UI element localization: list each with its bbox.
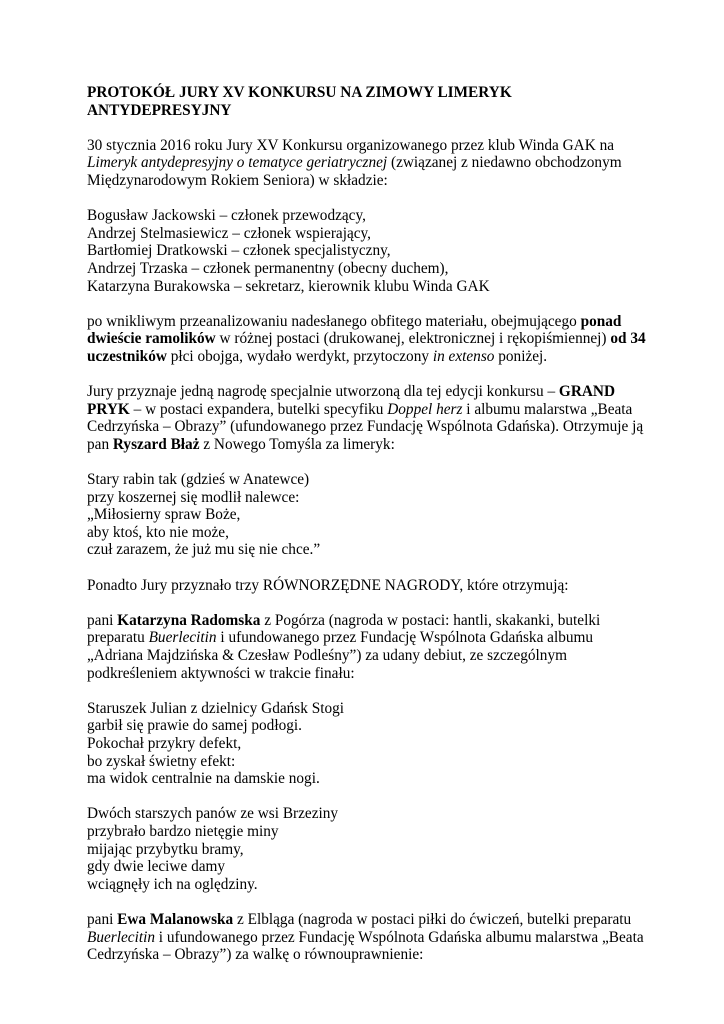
- poem-line: Staruszek Julian z dzielnicy Gdańsk Stogi: [87, 699, 345, 717]
- malanowska-paragraph: [87, 911, 647, 964]
- jury-members-list: [87, 207, 647, 295]
- grand-winner-name: Ryszard Błaż: [112, 435, 200, 453]
- analysis-text-4: poniżej.: [494, 347, 548, 365]
- jury-member: Bogusław Jackowski – członek przewodzący,: [87, 207, 366, 225]
- limerick-2: [87, 700, 647, 788]
- analysis-text-3: płci obojga, wydało werdykt, przytoczony: [166, 347, 433, 365]
- analysis-text-2: w różnej postaci (drukowanej, elektronicznej i rękopiśmiennej): [215, 330, 611, 348]
- radomska-text-2: z Pogórza (nagroda w postaci: hantli, skakanki, butelki preparatu: [87, 611, 601, 647]
- poem-line: Dwóch starszych panów ze wsi Brzeziny: [87, 805, 339, 823]
- radomska-product-name: Buerlecitin: [148, 629, 217, 647]
- jury-member: Bartłomiej Dratkowski – członek specjalistyczny,: [87, 242, 391, 260]
- radomska-paragraph: [87, 612, 647, 682]
- grand-prize-paragraph: [87, 383, 647, 453]
- poem-line: aby ktoś, kto nie może,: [87, 523, 229, 541]
- malanowska-text-3: i ufundowanego przez Fundację Wspólnota Gdańska albumu malarstwa „Beata Cedrzyńska – Obrazy”) za walkę o równouprawnienie:: [87, 928, 644, 964]
- poem-line: garbił się prawie do samej podłogi.: [87, 717, 302, 735]
- grand-prize-name: GRAND PRYK: [87, 383, 616, 418]
- malanowska-text-2: z Elbląga (nagroda w postaci piłki do ćwiczeń, butelki preparatu: [233, 910, 632, 928]
- poem-line: Stary rabin tak (gdzieś w Anatewce): [87, 471, 310, 489]
- intro-text-1: 30 stycznia 2016 roku Jury XV Konkursu organizowanego przez klub Winda GAK na: [87, 136, 615, 154]
- poem-line: gdy dwie leciwe damy: [87, 858, 226, 876]
- grand-text-3: i albumu malarstwa „Beata Cedrzyńska – Obrazy” (ufundowanego przez Fundację Wspólnota Gdańska). Otrzymuje ją pan: [87, 400, 644, 453]
- poem-line: mijając przybytku bramy,: [87, 840, 244, 858]
- limerick-1: [87, 471, 647, 559]
- analysis-participants-count: od 34 uczestników: [87, 330, 646, 365]
- intro-paragraph: [87, 137, 647, 190]
- poem-line: bo zyskał świetny efekt:: [87, 752, 236, 770]
- analysis-entries-count: ponad dwieście ramolików: [87, 312, 622, 348]
- poem-line: wciągnęły ich na oględziny.: [87, 875, 258, 893]
- malanowska-product-name: Buerlecitin: [87, 928, 155, 946]
- intro-contest-name: Limeryk antydepresyjny o tematyce geriatrycznej: [87, 154, 388, 172]
- poem-line: czuł zarazem, że już mu się nie chce.”: [87, 541, 321, 559]
- grand-text-4: z Nowego Tomyśla za limeryk:: [199, 435, 395, 453]
- jury-member: Katarzyna Burakowska – sekretarz, kierownik klubu Winda GAK: [87, 277, 490, 295]
- document-page: [87, 84, 647, 981]
- document-title: PROTOKÓŁ JURY XV KONKURSU NA ZIMOWY LIMERYK ANTYDEPRESYJNY: [87, 84, 512, 119]
- poem-line: przy koszernej się modlił nalewce:: [87, 488, 300, 506]
- grand-product-name: Doppel herz: [387, 400, 463, 418]
- radomska-text-3: i ufundowanego przez Fundację Wspólnota Gdańska albumu „Adriana Majdzińska & Czesław Podleśny”) za udany debiut, ze szczególnym podkreśleniem aktywności w trakcie finału:: [87, 629, 594, 682]
- intro-text-2: (związanej z niedawno obchodzonym Międzynarodowym Rokiem Seniora) w składzie:: [87, 154, 622, 189]
- poem-line: Pokochał przykry defekt,: [87, 734, 242, 752]
- poem-line: „Miłosierny spraw Boże,: [87, 506, 241, 524]
- radomska-text-1: pani: [87, 611, 118, 629]
- poem-line: ma widok centralnie na damskie nogi.: [87, 770, 320, 788]
- analysis-paragraph: [87, 313, 647, 366]
- radomska-winner-name: Katarzyna Radomska: [117, 611, 261, 629]
- poem-line: przybrało bardzo nietęgie miny: [87, 822, 279, 840]
- jury-member: Andrzej Stelmasiewicz – członek wspierający,: [87, 224, 372, 242]
- analysis-in-extenso: in extenso: [432, 347, 495, 365]
- grand-text-1: Jury przyznaje jedną nagrodę specjalnie utworzoną dla tej edycji konkursu –: [87, 383, 559, 401]
- equal-awards-paragraph: Ponadto Jury przyznało trzy RÓWNORZĘDNE NAGRODY, które otrzymują:: [87, 576, 569, 594]
- jury-member: Andrzej Trzaska – członek permanentny (obecny duchem),: [87, 259, 449, 277]
- limerick-3: [87, 805, 647, 893]
- malanowska-winner-name: Ewa Malanowska: [117, 910, 234, 928]
- malanowska-text-1: pani: [87, 910, 118, 928]
- grand-text-2: – w postaci expandera, butelki specyfiku: [129, 400, 388, 418]
- analysis-text-1: po wnikliwym przeanalizowaniu nadesłanego obfitego materiału, obejmującego: [87, 312, 581, 330]
